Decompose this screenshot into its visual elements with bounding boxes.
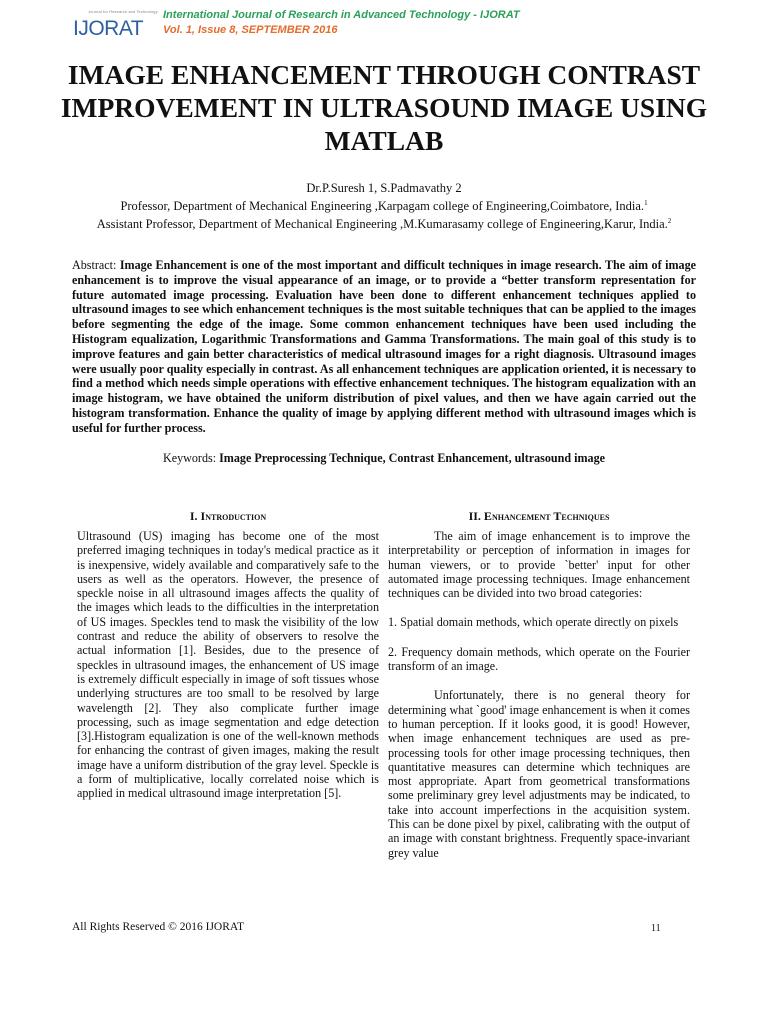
abstract-separator: : — [112, 258, 120, 272]
keywords — [72, 451, 696, 466]
section-heading-enhancement-techniques: II. Enhancement Techniques — [468, 509, 610, 523]
journal-issue: Vol. 1, Issue 8, SEPTEMBER 2016 — [163, 24, 338, 36]
keywords-separator: : — [212, 451, 220, 465]
column-left — [77, 509, 379, 801]
author-affiliation-1 — [40, 196, 728, 214]
journal-header — [68, 8, 708, 48]
section-heading-introduction: I. Introduction — [189, 509, 267, 523]
techniques-paragraph-1: The aim of image enhancement is to improve the interpretability or perception of information in images for human viewers, or to provide `better' input for other automated image processing techniques. Image enhancement techniques can be divided into two broad categories: — [388, 529, 690, 601]
affiliation-2-text: Assistant Professor, Department of Mechanical Engineering ,M.Kumarasamy college of Engineering,Karur, India. — [96, 217, 668, 232]
journal-logo — [68, 8, 158, 44]
affiliation-2-mark: 2 — [667, 217, 672, 226]
author-block — [40, 181, 728, 232]
column-right — [388, 509, 690, 860]
keywords-label: Keywords — [162, 451, 213, 465]
techniques-list-item-1: 1. Spatial domain methods, which operate directly on pixels — [388, 615, 679, 630]
logo-text: IJORAT — [73, 17, 144, 40]
abstract-label: Abstract — [72, 258, 113, 272]
journal-name: International Journal of Research in Advanced Technology - IJORAT — [163, 9, 520, 21]
affiliation-1-mark: 1 — [644, 199, 648, 207]
techniques-list-item-2: 2. Frequency domain methods, which operate on the Fourier transform of an image. — [388, 644, 690, 674]
footer-copyright: All Rights Reserved © 2016 IJORAT — [72, 921, 244, 933]
keywords-text: Image Preprocessing Technique, Contrast Enhancement, ultrasound image — [219, 451, 605, 465]
introduction-paragraph: Ultrasound (US) imaging has become one of the most preferred imaging techniques in today's medical practice as it is inexpensive, widely available and comparatively safe to the users as well as the operators. However, the presence of speckle noise in all ultrasound images affects the quality of the images which leads to the difficulties in the interpretation of US images. Speckles tend to mask the visibility of the low contrast and reduce the ability of observers to resolve the actual information [1]. Besides, due to the presence of speckles in ultrasound images, the enhancement of US image is extremely difficult especially in image of soft tissues whose underlying structures are too small to be resolved by large wavelength [2]. They also complicate further image processing, such as image segmentation and edge detection [3].Histogram equalization is one of the well-known methods for enhancing the contrast of given images, making the result image have a uniform distribution of the gray level. Speckle is a form of multiplicative, locally correlated noise which is applied in medical ultrasound image interpretation [5]. — [77, 529, 379, 801]
affiliation-1-text: Professor, Department of Mechanical Engineering ,Karpagam college of Engineering,Coimbatore, India. — [120, 199, 645, 214]
techniques-paragraph-2: Unfortunately, there is no general theory for determining what `good' image enhancement is when it comes to human perception. If it looks good, it is good! However, when image enhancement techniques are used as pre-processing tools for other image processing techniques, then quantitative measures can determine which techniques are most appropriate. Apart from geometrical transformations some preliminary grey level adjustments may be indicated, to take into account imperfections in the acquisition system. This can be done pixel by pixel, calibrating with the output of an image with constant brightness. Frequently space-invariant grey value — [388, 688, 690, 860]
abstract — [72, 258, 696, 436]
abstract-text: Image Enhancement is one of the most important and difficult techniques in image research. The aim of image enhancement is to improve the visual appearance of an image, or to provide a “better transform representation for future automated image processing. Evaluation have been done to different enhancement techniques applied to ultrasound images to see which enhancement techniques is the most suitable techniques that can be applied to the images before segmenting the edge of the image. Some common enhancement techniques have been used including the Histogram equalization, Logarithmic Transformations and Gamma Transformations. The main goal of this study is to improve features and gain better characteristics of medical ultrasound images for a right diagnosis. Ultrasound images were usually poor quality especially in contrast. As all enhancement techniques are application oriented, it is necessary to find a method which needs simple operations with effective enhancement techniques. The histogram equalization with an image histogram, we have obtained the uniform distribution of pixel values, and then we have again carried out the histogram transformation. Enhance the quality of image by applying different method with ultrasound images which is useful for further process. — [72, 258, 696, 435]
footer-page-number: 11 — [651, 923, 661, 934]
author-affiliation-2 — [40, 214, 728, 232]
logo-tagline: Journal for Research and Technology — [88, 9, 158, 14]
paper-title: IMAGE ENHANCEMENT THROUGH CONTRAST IMPROVEMENT IN ULTRASOUND IMAGE USING MATLAB — [60, 59, 708, 156]
author-names: Dr.P.Suresh 1, S.Padmavathy 2 — [306, 181, 462, 195]
